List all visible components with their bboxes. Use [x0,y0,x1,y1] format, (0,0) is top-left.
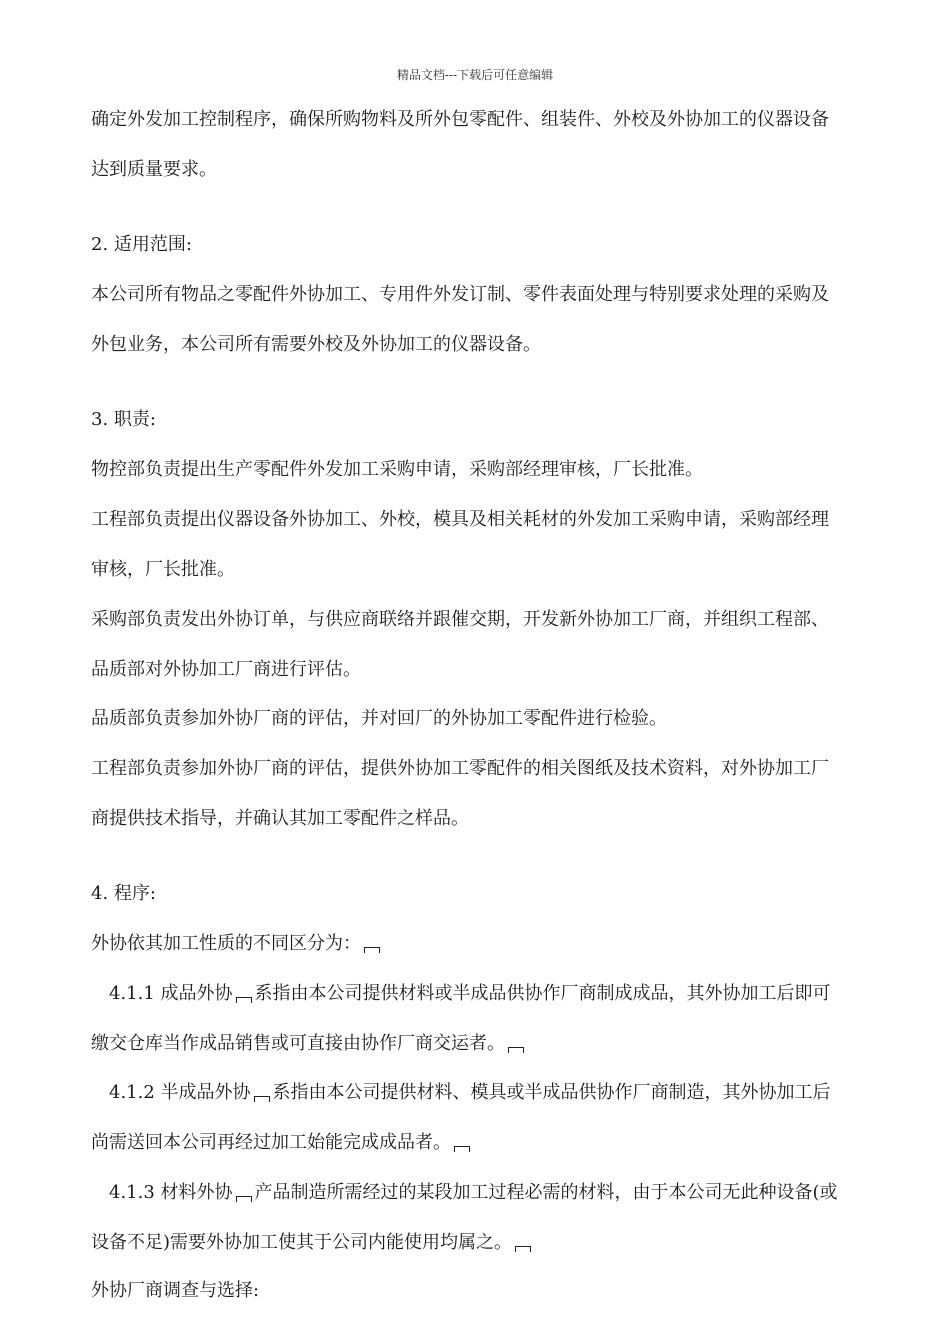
text-line: 工程部负责参加外协厂商的评估，提供外协加工零配件的相关图纸及技术资料，对外协加工厂 [91,758,829,779]
item-title: 4.1.1 成品外协 [109,983,233,1004]
text-line: 品质部对外协加工厂商进行评估。 [91,659,361,680]
text-line [109,1181,838,1205]
text-segment: 系指由本公司提供材料或半成品供协作厂商制成成品，其外协加工后即可 [254,983,831,1004]
text-line [109,982,831,1006]
text-line: 审核，厂长批准。 [91,559,235,580]
text-segment: 系指由本公司提供材料、模具或半成品供协作厂商制造，其外协加工后 [272,1082,831,1103]
text-line: 本公司所有物品之零配件外协加工、专用件外发订制、零件表面处理与特别要求处理的采购及 [91,284,829,305]
text-line: 物控部负责提出生产零配件外发加工采购申请，采购部经理审核，厂长批准。 [91,459,703,480]
section-heading: 4. 程序: [91,883,156,904]
text-segment: 尚需送回本公司再经过加工始能完成成品者。 [91,1132,451,1153]
text-line: 确定外发加工控制程序，确保所购物料及所外包零配件、组装件、外校及外协加工的仪器设备 [91,109,829,130]
paragraph-mark-icon [364,947,380,953]
item-title: 4.1.3 材料外协 [109,1182,233,1203]
text-segment: 外协依其加工性质的不同区分为： [91,933,361,954]
text-line [91,1231,534,1255]
paragraph-mark-icon [236,997,252,1003]
section-heading: 2. 适用范围: [91,234,192,255]
text-line: 采购部负责发出外协订单，与供应商联络并跟催交期，开发新外协加工厂商，并组织工程部、 [91,609,829,630]
paragraph-mark-icon [454,1146,470,1152]
page-header: 精品文档---下载后可任意编辑 [396,68,554,82]
text-line: 品质部负责参加外协厂商的评估，并对回厂的外协加工零配件进行检验。 [91,708,667,729]
paragraph-mark-icon [515,1246,531,1252]
paragraph-mark-icon [236,1196,252,1202]
item-title: 4.1.2 半成品外协 [109,1082,251,1103]
text-line: 工程部负责提出仪器设备外协加工、外校，模具及相关耗材的外发加工采购申请，采购部经理 [91,509,829,530]
section-heading: 3. 职责: [91,409,156,430]
text-segment: 缴交仓库当作成品销售或可直接由协作厂商交运者。 [91,1033,505,1054]
text-line [109,1081,831,1105]
text-segment: 产品制造所需经过的某段加工过程必需的材料，由于本公司无此种设备(或 [254,1182,838,1203]
text-line: 外协厂商调查与选择: [91,1280,260,1301]
paragraph-mark-icon [508,1047,524,1053]
text-line [91,1032,527,1056]
text-line: 商提供技术指导，并确认其加工零配件之样品。 [91,808,469,829]
text-line: 达到质量要求。 [91,159,217,180]
text-line: 外包业务，本公司所有需要外校及外协加工的仪器设备。 [91,334,541,355]
paragraph-mark-icon [254,1096,270,1102]
text-line [91,1131,473,1155]
text-segment: 设备不足)需要外协加工使其于公司内能使用均属之。 [91,1232,513,1253]
text-line [91,932,383,956]
